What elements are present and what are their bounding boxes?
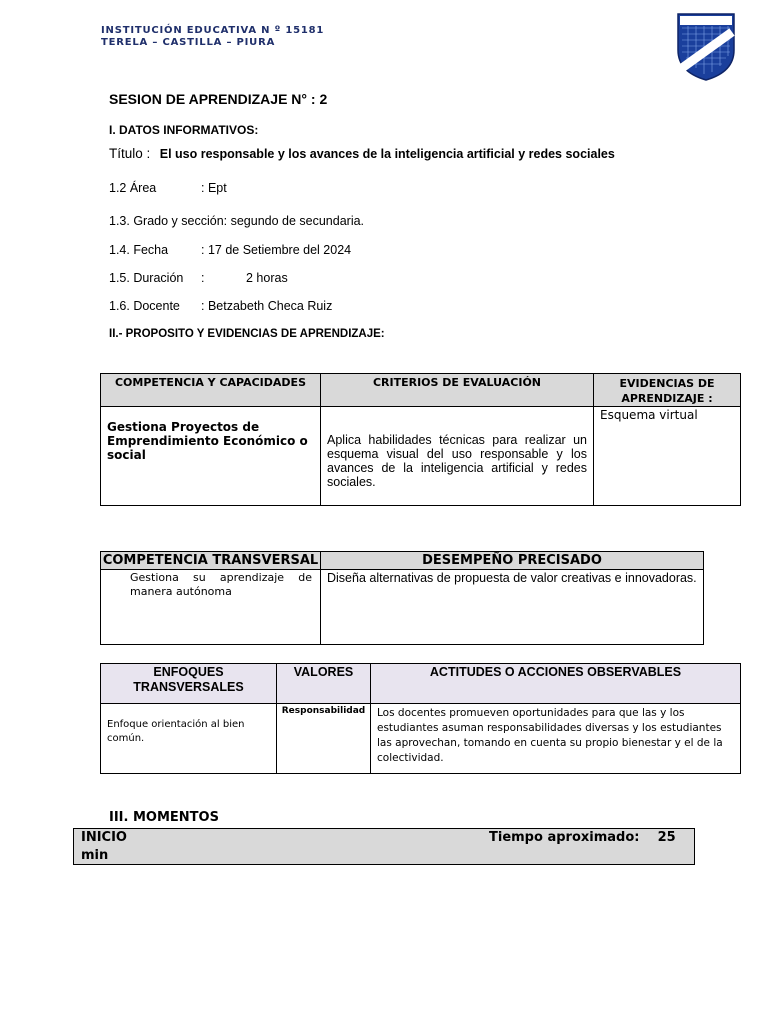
actitud-cell: Los docentes promueven oportunidades para que las y los estudiantes asuman responsabilidades diversas y los estudiantes las aprovechan, tomando en cuenta su propio bienestar y el de la colectividad. — [371, 704, 741, 774]
header-valores: VALORES — [277, 664, 371, 704]
docente-value: : Betzabeth Checa Ruiz — [201, 299, 333, 313]
school-header — [101, 25, 324, 49]
titulo-label: Título : — [109, 146, 151, 161]
header-evidencias: EVIDENCIAS DE APRENDIZAJE : — [594, 374, 741, 407]
header-enfoques: ENFOQUES TRANSVERSALES — [101, 664, 277, 704]
enfoques-table — [100, 663, 741, 774]
tiempo-label: Tiempo aproximado: 25 — [489, 830, 676, 845]
grado-row: 1.3. Grado y sección: segundo de secundaria. — [109, 214, 365, 228]
header-criterios: CRITERIOS DE EVALUACIÓN — [321, 374, 594, 407]
titulo-row — [109, 146, 615, 161]
enfoque-cell: Enfoque orientación al bien común. — [101, 704, 277, 774]
area-label: 1.2 Área — [109, 181, 157, 195]
section-datos-heading: I. DATOS INFORMATIVOS: — [109, 123, 259, 137]
inicio-label: INICIO — [81, 830, 127, 845]
duracion-sep: : — [201, 271, 205, 285]
header-actitudes: ACTITUDES O ACCIONES OBSERVABLES — [371, 664, 741, 704]
session-title: SESION DE APRENDIZAJE N° : 2 — [109, 91, 328, 107]
school-name: INSTITUCIÓN EDUCATIVA N º 15181 — [101, 25, 325, 36]
fecha-row — [109, 243, 351, 257]
area-row — [109, 181, 227, 195]
shield-icon — [676, 12, 736, 82]
header-competencia-transversal: COMPETENCIA TRANSVERSAL — [101, 552, 321, 570]
school-logo — [676, 12, 736, 82]
school-location: TERELA – CASTILLA – PIURA — [101, 37, 276, 48]
docente-row — [109, 299, 332, 313]
docente-label: 1.6. Docente — [109, 299, 180, 313]
titulo-value: El uso responsable y los avances de la inteligencia artificial y redes sociales — [159, 147, 615, 161]
criterio-cell: Aplica habilidades técnicas para realizar un esquema visual del uso responsable y los avances de la inteligencia artificial y redes sociales. — [321, 407, 594, 506]
competencia-transversal-cell: Gestiona su aprendizaje de manera autónoma — [101, 570, 321, 645]
proposito-table — [100, 373, 741, 506]
desempeno-cell: Diseña alternativas de propuesta de valor creativas e innovadoras. — [321, 570, 704, 645]
competencia-cell: Gestiona Proyectos de Emprendimiento Económico o social — [101, 407, 321, 506]
min-label: min — [81, 848, 109, 863]
header-desempeno: DESEMPEÑO PRECISADO — [321, 552, 704, 570]
duracion-row — [109, 271, 288, 285]
area-value: : Ept — [201, 181, 227, 195]
section-proposito-heading: II.- PROPOSITO Y EVIDENCIAS DE APRENDIZAJE: — [109, 328, 385, 340]
evidencia-cell: Esquema virtual — [594, 407, 741, 506]
fecha-value: : 17 de Setiembre del 2024 — [201, 243, 352, 257]
competencia-transversal-table — [100, 551, 704, 645]
duracion-value: 2 horas — [246, 271, 288, 285]
inicio-bar — [73, 828, 695, 865]
fecha-label: 1.4. Fecha — [109, 243, 169, 257]
valor-cell: Responsabilidad — [277, 704, 371, 774]
section-momentos-heading: III. MOMENTOS — [109, 810, 219, 825]
duracion-label: 1.5. Duración — [109, 271, 184, 285]
header-competencia: COMPETENCIA Y CAPACIDADES — [101, 374, 321, 407]
